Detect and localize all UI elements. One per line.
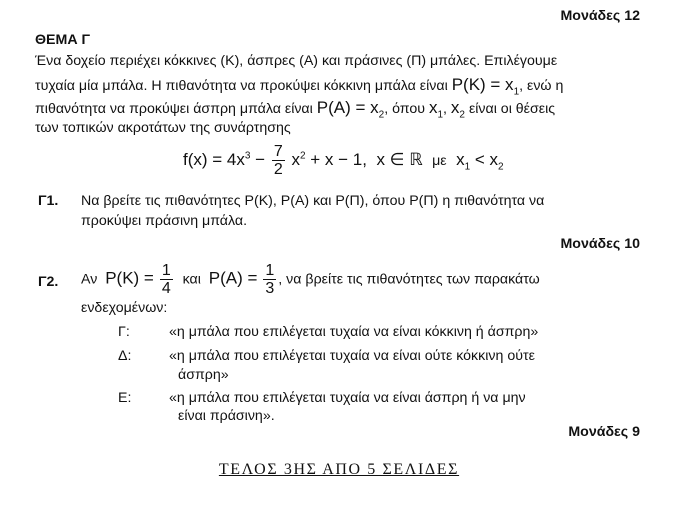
pk-eq-text: P(K) = x	[451, 75, 514, 94]
g2-pk-fraction	[160, 262, 173, 297]
marks-top: Μονάδες 12	[560, 8, 640, 24]
g2-pa: P(A) =	[208, 268, 258, 288]
event-g-label: Γ:	[118, 324, 130, 340]
function-me: με	[432, 152, 447, 169]
function-cond-lt: < x	[474, 149, 499, 169]
g1-label: Γ1.	[38, 193, 59, 209]
x-comma: ,	[443, 101, 447, 117]
pk-denominator: 4	[161, 280, 171, 297]
function-domain: x ∈ ℝ	[376, 149, 423, 169]
pa-eq-sub: 2	[378, 109, 385, 121]
x1-letter: x	[428, 98, 438, 117]
g2-label: Γ2.	[38, 274, 59, 290]
function-exp2: 2	[299, 150, 306, 162]
fraction-numerator: 7	[273, 143, 283, 160]
x2-symbol	[450, 98, 465, 121]
g2-an: Αν	[81, 271, 98, 288]
intro-line-1: Ένα δοχείο περιέχει κόκκινες (Κ), άσπρες (Α) και πράσινες (Π) μπάλες. Επιλέγουμε	[35, 53, 558, 69]
g2-rest: , να βρείτε τις πιθανότητες των παρακάτω	[278, 271, 540, 288]
function-definition	[183, 143, 504, 178]
function-cond-sub2: 2	[498, 161, 504, 173]
intro-line-3-text: πιθανότητα να προκύψει άσπρη μπάλα είναι	[35, 101, 313, 117]
pk-numerator: 1	[161, 262, 171, 279]
pa-eq-x2	[316, 98, 385, 121]
page-footer: ΤΕΛΟΣ 3ΗΣ ΑΠΟ 5 ΣΕΛΙΔΕΣ	[218, 461, 460, 478]
pa-numerator: 1	[265, 262, 275, 279]
x2-letter: x	[450, 98, 460, 117]
g2-pk: P(K) =	[105, 268, 154, 288]
intro-line-3-opou: , όπου	[384, 101, 425, 117]
event-g-text: «η μπάλα που επιλέγεται τυχαία να είναι κόκκινη ή άσπρη»	[169, 324, 539, 340]
intro-line-3	[35, 98, 555, 120]
g2-marks: Μονάδες 9	[568, 424, 640, 440]
x1-sub: 1	[437, 109, 444, 121]
pk-eq-x1	[451, 75, 520, 98]
function-exp3: 3	[244, 150, 251, 162]
x2-sub: 2	[459, 109, 465, 121]
g2-kai: και	[182, 271, 201, 288]
g1-marks: Μονάδες 10	[560, 236, 640, 252]
event-e-text-1: «η μπάλα που επιλέγεται τυχαία να είναι άσπρη ή να μην	[169, 390, 526, 406]
x1-symbol	[428, 98, 444, 121]
intro-line-2-end: , ενώ η	[519, 78, 564, 94]
g2-pa-fraction	[263, 262, 276, 297]
intro-line-2-text: τυχαία μία μπάλα. Η πιθανότητα να προκύψει κόκκινη μπάλα είναι	[35, 78, 448, 94]
event-d-text-2: άσπρη»	[178, 367, 229, 383]
function-lhs: f(x) = 4x	[183, 149, 245, 169]
function-cond-sub1: 1	[464, 161, 471, 173]
pa-denominator: 3	[265, 280, 275, 297]
function-fraction	[272, 143, 285, 178]
pa-eq-text: P(A) = x	[316, 98, 379, 117]
intro-line-4: των τοπικών ακροτάτων της συνάρτησης	[35, 120, 291, 136]
event-e-label: Ε:	[118, 390, 132, 406]
function-cond: x	[456, 149, 465, 169]
fraction-denominator: 2	[273, 161, 283, 178]
section-title: ΘΕΜΑ Γ	[35, 32, 91, 48]
event-d-label: Δ:	[118, 348, 132, 364]
function-x2: x	[291, 149, 300, 169]
function-rest: + x − 1,	[310, 149, 367, 169]
g2-line-1	[81, 262, 540, 297]
intro-line-2	[35, 75, 563, 97]
event-d-text-1: «η μπάλα που επιλέγεται τυχαία να είναι ούτε κόκκινη ούτε	[169, 348, 535, 364]
intro-line-3-end: είναι οι θέσεις	[468, 101, 556, 117]
event-e-text-2: είναι πράσινη».	[178, 408, 275, 424]
function-minus: −	[255, 149, 266, 169]
g1-line-2: προκύψει πράσινη μπάλα.	[81, 213, 248, 229]
g1-line-1: Να βρείτε τις πιθανότητες P(K), P(A) και P(Π), όπου P(Π) η πιθανότητα να	[81, 193, 545, 209]
g2-line-2: ενδεχομένων:	[81, 300, 168, 316]
pk-eq-sub: 1	[513, 86, 520, 98]
